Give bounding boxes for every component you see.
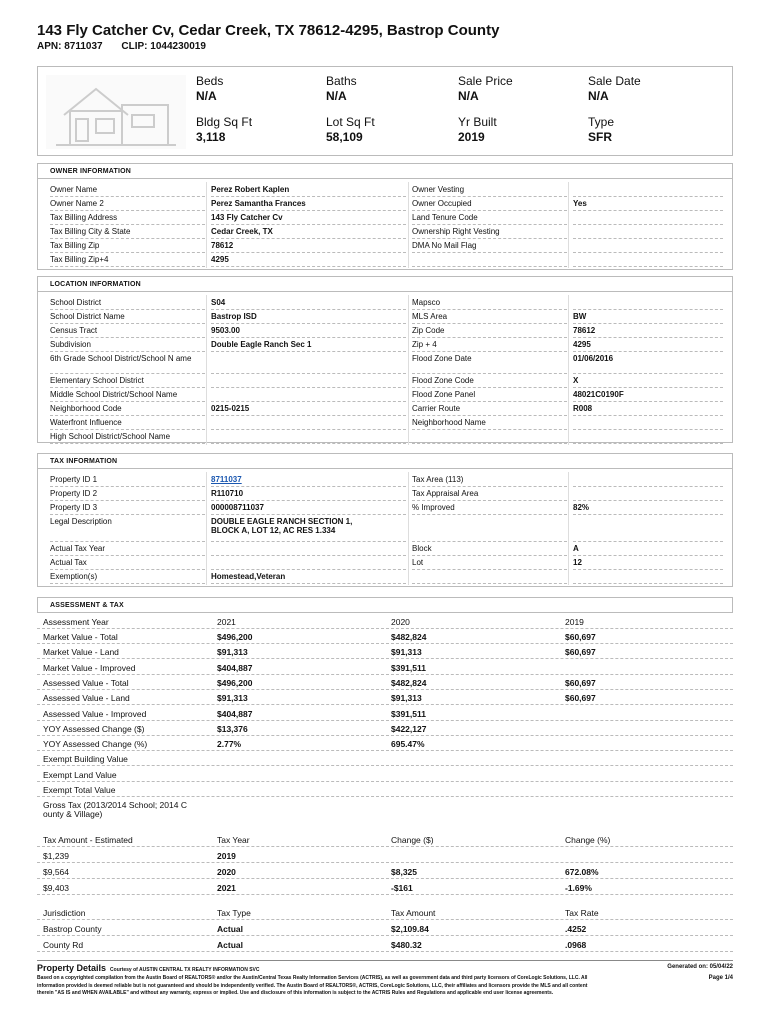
field-value: 000008711037 bbox=[211, 503, 264, 512]
cell-value: $60,697 bbox=[565, 693, 596, 704]
cell-value: $482,824 bbox=[391, 632, 427, 642]
field-value: Double Eagle Ranch Sec 1 bbox=[211, 340, 312, 349]
row-divider bbox=[412, 266, 567, 267]
table-row bbox=[38, 473, 734, 487]
cell-value: $2,109.84 bbox=[391, 924, 429, 934]
cell-value: Tax Rate bbox=[565, 908, 599, 918]
row-divider bbox=[211, 443, 406, 444]
cell-value: $91,313 bbox=[391, 693, 422, 704]
cell-value: Tax Type bbox=[217, 908, 251, 918]
row-label: Exempt Total Value bbox=[43, 785, 116, 795]
row-divider bbox=[37, 862, 733, 863]
row-label: Market Value - Total bbox=[43, 632, 118, 642]
field-label: Ownership Right Vesting bbox=[412, 227, 500, 236]
table-row bbox=[38, 542, 734, 556]
cell-value: Tax Amount bbox=[391, 908, 436, 918]
location-table bbox=[37, 292, 733, 443]
cell-value: $91,313 bbox=[217, 647, 248, 658]
assessment-section bbox=[37, 597, 733, 613]
cell-value: $496,200 bbox=[217, 677, 253, 688]
field-label: 6th Grade School District/School N ame bbox=[50, 354, 192, 363]
field-label: Subdivision bbox=[50, 340, 91, 349]
row-label: Market Value - Land bbox=[43, 647, 119, 658]
table-row bbox=[37, 880, 733, 895]
cell-value: $60,697 bbox=[565, 677, 596, 688]
section-heading: ASSESSMENT & TAX bbox=[37, 597, 733, 613]
owner-table bbox=[37, 179, 733, 270]
table-row bbox=[38, 570, 734, 584]
table-row bbox=[37, 832, 733, 847]
cell-value: 2019 bbox=[565, 617, 584, 627]
tax-section bbox=[37, 453, 733, 587]
field-label: Flood Zone Date bbox=[412, 354, 472, 363]
cell-value: $13,376 bbox=[217, 723, 248, 734]
field-label: % Improved bbox=[412, 503, 455, 512]
legal-disclaimer: Based on a copyrighted compilation from the Austin Board of REALTORS® and/or the Austin/Central Texas Realty Information Services (ACTRIS), as well as government data and third party licensors of CoreLogic Solutions, LLC. All information provided is deemed reliable but is not guaranteed and should be independently verified. The Austin Board of REALTORS®, ACTRIS, CoreLogic Solutions, LLC, their affiliates and licensors provide the MLS and all content therein "AS IS and WHEN AVAILABLE" and without any warranty, express or implied. Use and disclosure of this information is subject to the ACTRIS Rules and Regulations and applicable end user license agreements. bbox=[37, 975, 588, 996]
field-label: Owner Occupied bbox=[412, 199, 472, 208]
field-label: Tax Billing City & State bbox=[50, 227, 131, 236]
field-label: School District bbox=[50, 298, 102, 307]
tax-table bbox=[37, 469, 733, 587]
field-label: Neighborhood Name bbox=[412, 418, 486, 427]
field-label: Zip Code bbox=[412, 326, 445, 335]
table-row bbox=[37, 644, 733, 659]
table-row bbox=[37, 736, 733, 751]
cell-value: $404,887 bbox=[217, 708, 253, 719]
cell-value: 2020 bbox=[391, 617, 410, 627]
cell-value: $60,697 bbox=[565, 632, 596, 642]
field-label: Tax Billing Zip bbox=[50, 241, 100, 250]
column-divider bbox=[568, 472, 569, 585]
row-divider bbox=[37, 935, 733, 936]
generated-date: Generated on: 05/04/22 bbox=[667, 964, 733, 970]
field-label: Zip + 4 bbox=[412, 340, 437, 349]
column-divider bbox=[408, 182, 409, 268]
row-divider bbox=[37, 796, 733, 797]
cell-value: Actual bbox=[217, 924, 243, 934]
field-value: BW bbox=[573, 312, 587, 321]
field-label: Carrier Route bbox=[412, 404, 461, 413]
table-row bbox=[37, 751, 733, 766]
row-divider bbox=[211, 583, 406, 584]
field-value: 143 Fly Catcher Cv bbox=[211, 213, 283, 222]
table-row bbox=[38, 374, 734, 388]
field-value: 0215-0215 bbox=[211, 404, 250, 413]
field-value: S04 bbox=[211, 298, 226, 307]
table-row bbox=[37, 675, 733, 690]
table-row bbox=[37, 660, 733, 675]
field-label: Owner Vesting bbox=[412, 185, 465, 194]
cell-value: -1.69% bbox=[565, 883, 592, 893]
cell-value: $422,127 bbox=[391, 723, 427, 734]
cell-value: 2020 bbox=[217, 867, 236, 877]
field-value: Cedar Creek, TX bbox=[211, 227, 273, 236]
table-row bbox=[38, 515, 734, 542]
cell-value: 2021 bbox=[217, 883, 236, 893]
sale-date-stat: Sale Date N/A bbox=[588, 74, 641, 103]
row-label: Exempt Land Value bbox=[43, 769, 117, 780]
cell-value: $91,313 bbox=[391, 647, 422, 658]
table-row bbox=[38, 310, 734, 324]
row-label: Tax Amount - Estimated bbox=[43, 835, 133, 845]
field-value: R008 bbox=[573, 404, 593, 413]
table-row bbox=[38, 338, 734, 352]
table-row bbox=[38, 183, 734, 197]
field-label: Tax Appraisal Area bbox=[412, 489, 479, 498]
row-label: Market Value - Improved bbox=[43, 662, 136, 673]
field-label: MLS Area bbox=[412, 312, 448, 321]
cell-value: -$161 bbox=[391, 883, 413, 893]
row-divider bbox=[573, 266, 723, 267]
row-divider bbox=[573, 443, 723, 444]
property-summary bbox=[37, 66, 733, 156]
field-label: Neighborhood Code bbox=[50, 404, 122, 413]
field-value: 82% bbox=[573, 503, 590, 512]
field-label: Owner Name 2 bbox=[50, 199, 104, 208]
row-divider bbox=[412, 443, 567, 444]
column-divider bbox=[568, 295, 569, 445]
table-row bbox=[38, 487, 734, 501]
table-row bbox=[37, 614, 733, 629]
cell-value: $496,200 bbox=[217, 632, 253, 642]
cell-value: Change (%) bbox=[565, 835, 611, 845]
field-value: R110710 bbox=[211, 489, 244, 498]
cell-value: 2.77% bbox=[217, 739, 242, 750]
cell-value: .0968 bbox=[565, 940, 587, 950]
column-divider bbox=[206, 182, 207, 268]
field-label: Elementary School District bbox=[50, 376, 144, 385]
field-label: Tax Area (113) bbox=[412, 475, 464, 484]
footer-title: Property Details Courtesy of AUSTIN CENTRAL TX REALTY INFORMATION SVC bbox=[37, 963, 260, 973]
table-row bbox=[38, 402, 734, 416]
row-label: $1,239 bbox=[43, 851, 69, 861]
field-value: Yes bbox=[573, 199, 587, 208]
sale-price-stat: Sale Price N/A bbox=[458, 74, 513, 103]
table-row bbox=[37, 690, 733, 705]
table-row bbox=[38, 416, 734, 430]
footer-divider bbox=[37, 960, 733, 961]
row-label: Assessment Year bbox=[43, 617, 109, 627]
row-label: YOY Assessed Change (%) bbox=[43, 739, 148, 750]
identifiers bbox=[37, 41, 222, 52]
cell-value: $480.32 bbox=[391, 940, 422, 950]
table-row bbox=[38, 296, 734, 310]
table-row bbox=[37, 629, 733, 644]
field-label: Waterfront Influence bbox=[50, 418, 122, 427]
column-divider bbox=[206, 472, 207, 585]
row-divider bbox=[50, 443, 205, 444]
table-row bbox=[38, 324, 734, 338]
type-stat: Type SFR bbox=[588, 115, 615, 144]
table-row bbox=[38, 352, 734, 374]
field-label: Mapsco bbox=[412, 298, 441, 307]
cell-value: Change ($) bbox=[391, 835, 434, 845]
table-row bbox=[37, 721, 733, 736]
row-label: $9,564 bbox=[43, 867, 69, 877]
field-label: Property ID 2 bbox=[50, 489, 98, 498]
cell-value: 672.08% bbox=[565, 867, 599, 877]
bldg-stat: Bldg Sq Ft 3,118 bbox=[196, 115, 253, 144]
row-divider bbox=[37, 951, 733, 952]
column-divider bbox=[206, 295, 207, 445]
field-label: Block bbox=[412, 544, 432, 553]
field-value: 4295 bbox=[211, 255, 229, 264]
table-row bbox=[38, 430, 734, 444]
table-row bbox=[38, 388, 734, 402]
cell-value: 695.47% bbox=[391, 739, 425, 750]
section-heading: OWNER INFORMATION bbox=[37, 163, 733, 179]
clip: CLIP: 1044230019 bbox=[121, 41, 206, 52]
field-value: 78612 bbox=[211, 241, 234, 250]
location-section bbox=[37, 276, 733, 443]
field-value: X bbox=[573, 376, 579, 385]
page-title: 143 Fly Catcher Cv, Cedar Creek, TX 78612-4295, Bastrop County bbox=[37, 22, 500, 39]
table-row bbox=[37, 864, 733, 879]
field-label: Owner Name bbox=[50, 185, 98, 194]
cell-value: $391,511 bbox=[391, 662, 426, 673]
table-row bbox=[37, 798, 733, 820]
table-row bbox=[37, 848, 733, 863]
table-row bbox=[37, 921, 733, 936]
lot-stat: Lot Sq Ft 58,109 bbox=[326, 115, 375, 144]
field-value: DOUBLE EAGLE RANCH SECTION 1, BLOCK A, LOT 12, AC RES 1.334 bbox=[211, 517, 353, 535]
row-label: Gross Tax (2013/2014 School; 2014 C ounty & Village) bbox=[43, 800, 187, 819]
field-label: Actual Tax bbox=[50, 558, 87, 567]
row-label: Assessed Value - Land bbox=[43, 693, 130, 704]
cell-value: $391,511 bbox=[391, 708, 426, 719]
apn: APN: 8711037 bbox=[37, 41, 103, 52]
row-divider bbox=[37, 846, 733, 847]
table-row bbox=[37, 706, 733, 721]
field-label: School District Name bbox=[50, 312, 125, 321]
field-label: Land Tenure Code bbox=[412, 213, 478, 222]
yr-built-stat: Yr Built 2019 bbox=[458, 115, 497, 144]
field-label: Property ID 3 bbox=[50, 503, 98, 512]
field-value: 78612 bbox=[573, 326, 596, 335]
field-label: Exemption(s) bbox=[50, 572, 98, 581]
row-divider bbox=[50, 266, 205, 267]
field-value: Perez Robert Kaplen bbox=[211, 185, 290, 194]
row-divider bbox=[211, 266, 406, 267]
field-label: Property ID 1 bbox=[50, 475, 98, 484]
table-row bbox=[38, 501, 734, 515]
row-divider bbox=[37, 878, 733, 879]
row-label: YOY Assessed Change ($) bbox=[43, 723, 145, 734]
baths-stat: Baths N/A bbox=[326, 74, 357, 103]
cell-value: .4252 bbox=[565, 924, 587, 934]
table-row bbox=[38, 211, 734, 225]
table-row bbox=[38, 197, 734, 211]
field-value: 9503.00 bbox=[211, 326, 240, 335]
row-label: County Rd bbox=[43, 940, 84, 950]
field-value: 48021C0190F bbox=[573, 390, 624, 399]
column-divider bbox=[408, 295, 409, 445]
beds-stat: Beds N/A bbox=[196, 74, 224, 103]
cell-value: $482,824 bbox=[391, 677, 427, 688]
cell-value: Tax Year bbox=[217, 835, 250, 845]
row-label: Jurisdiction bbox=[43, 908, 86, 918]
field-value: 01/06/2016 bbox=[573, 354, 614, 363]
row-divider bbox=[37, 894, 733, 895]
field-value[interactable] bbox=[211, 475, 366, 484]
property-id-link[interactable]: 8711037 bbox=[211, 475, 242, 484]
section-heading: LOCATION INFORMATION bbox=[37, 276, 733, 292]
row-label: $9,403 bbox=[43, 883, 69, 893]
field-label: DMA No Mail Flag bbox=[412, 241, 477, 250]
table-row bbox=[37, 782, 733, 797]
table-row bbox=[38, 253, 734, 267]
table-row bbox=[37, 905, 733, 920]
field-label: Tax Billing Zip+4 bbox=[50, 255, 109, 264]
field-label: Actual Tax Year bbox=[50, 544, 106, 553]
cell-value: 2019 bbox=[217, 851, 236, 861]
row-label: Assessed Value - Improved bbox=[43, 708, 147, 719]
house-icon bbox=[46, 75, 186, 149]
cell-value: $8,325 bbox=[391, 867, 417, 877]
field-value: 4295 bbox=[573, 340, 591, 349]
field-label: Middle School District/School Name bbox=[50, 390, 178, 399]
field-value: Homestead,Veteran bbox=[211, 572, 286, 581]
table-row bbox=[38, 556, 734, 570]
row-divider bbox=[37, 919, 733, 920]
field-label: High School District/School Name bbox=[50, 432, 171, 441]
column-divider bbox=[408, 472, 409, 585]
row-divider bbox=[573, 583, 723, 584]
field-label: Flood Zone Code bbox=[412, 376, 474, 385]
row-divider bbox=[50, 583, 205, 584]
table-row bbox=[37, 767, 733, 782]
cell-value: 2021 bbox=[217, 617, 236, 627]
owner-section bbox=[37, 163, 733, 270]
field-value: Perez Samantha Frances bbox=[211, 199, 306, 208]
cell-value: $60,697 bbox=[565, 647, 596, 658]
cell-value: $91,313 bbox=[217, 693, 248, 704]
table-row bbox=[38, 225, 734, 239]
field-label: Tax Billing Address bbox=[50, 213, 118, 222]
row-divider bbox=[412, 583, 567, 584]
table-row bbox=[37, 937, 733, 952]
row-label: Assessed Value - Total bbox=[43, 677, 129, 688]
field-value: 12 bbox=[573, 558, 582, 567]
cell-value: Actual bbox=[217, 940, 243, 950]
field-value: Bastrop ISD bbox=[211, 312, 257, 321]
field-value: A bbox=[573, 544, 579, 553]
column-divider bbox=[568, 182, 569, 268]
field-label: Census Tract bbox=[50, 326, 98, 335]
row-label: Exempt Building Value bbox=[43, 754, 128, 765]
field-label: Lot bbox=[412, 558, 424, 567]
row-label: Bastrop County bbox=[43, 924, 102, 934]
table-row bbox=[38, 239, 734, 253]
cell-value: $404,887 bbox=[217, 662, 253, 673]
section-heading: TAX INFORMATION bbox=[37, 453, 733, 469]
field-label: Flood Zone Panel bbox=[412, 390, 476, 399]
page-number: Page 1/4 bbox=[708, 975, 733, 981]
field-label: Legal Description bbox=[50, 517, 112, 526]
